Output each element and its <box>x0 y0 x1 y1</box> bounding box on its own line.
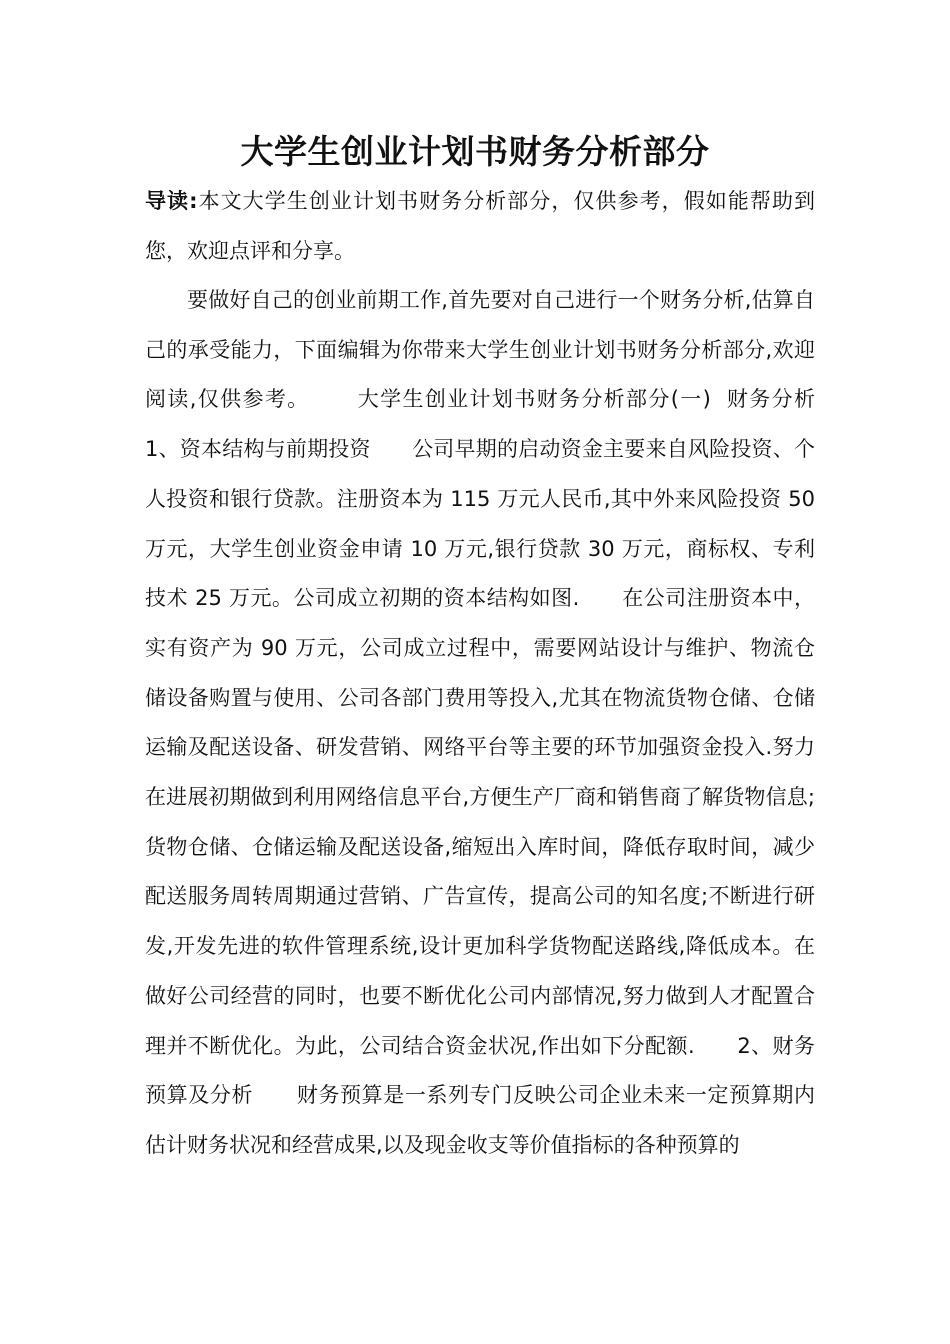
document-title: 大学生创业计划书财务分析部分 <box>240 132 710 171</box>
intro-paragraph <box>145 177 815 276</box>
intro-text: 本文大学生创业计划书财务分析部分，仅供参考，假如能帮助到您，欢迎点评和分享。 <box>145 189 816 263</box>
intro-label: 导读: <box>145 189 198 213</box>
body-paragraph: 要做好自己的创业前期工作,首先要对自己进行一个财务分析,估算自己的承受能力，下面编辑为你带来大学生创业计划书财务分析部分,欢迎阅读,仅供参考。 大学生创业计划书财务分析部分(一) 财务分析 1、资本结构与前期投资 公司早期的启动资金主要来自风险投资、个人投资和银行贷款。注册资本为 115 万元人民币,其中外来风险投资 50 万元，大学生创业资金申请 10 万元,银行贷款 30 万元，商标权、专利技术 25 万元。公司成立初期的资本结构如图. 在公司注册资本中，实有资产为 90 万元，公司成立过程中，需要网站设计与维护、物流仓储设备购置与使用、公司各部门费用等投入,尤其在物流货物仓储、仓储运输及配送设备、研发营销、网络平台等主要的环节加强资金投入.努力在进展初期做到利用网络信息平台,方便生产厂商和销售商了解货物信息;货物仓储、仓储运输及配送设备,缩短出入库时间，降低存取时间，减少配送服务周转周期通过营销、广告宣传，提高公司的知名度;不断进行研发,开发先进的软件管理系统,设计更加科学货物配送路线,降低成本。在做好公司经营的同时，也要不断优化公司内部情况,努力做到人才配置合理并不断优化。为此，公司结合资金状况,作出如下分配额. 2、财务预算及分析 财务预算是一系列专门反映公司企业未来一定预算期内估计财务状况和经营成果,以及现金收支等价值指标的各种预算的 <box>145 288 856 1157</box>
